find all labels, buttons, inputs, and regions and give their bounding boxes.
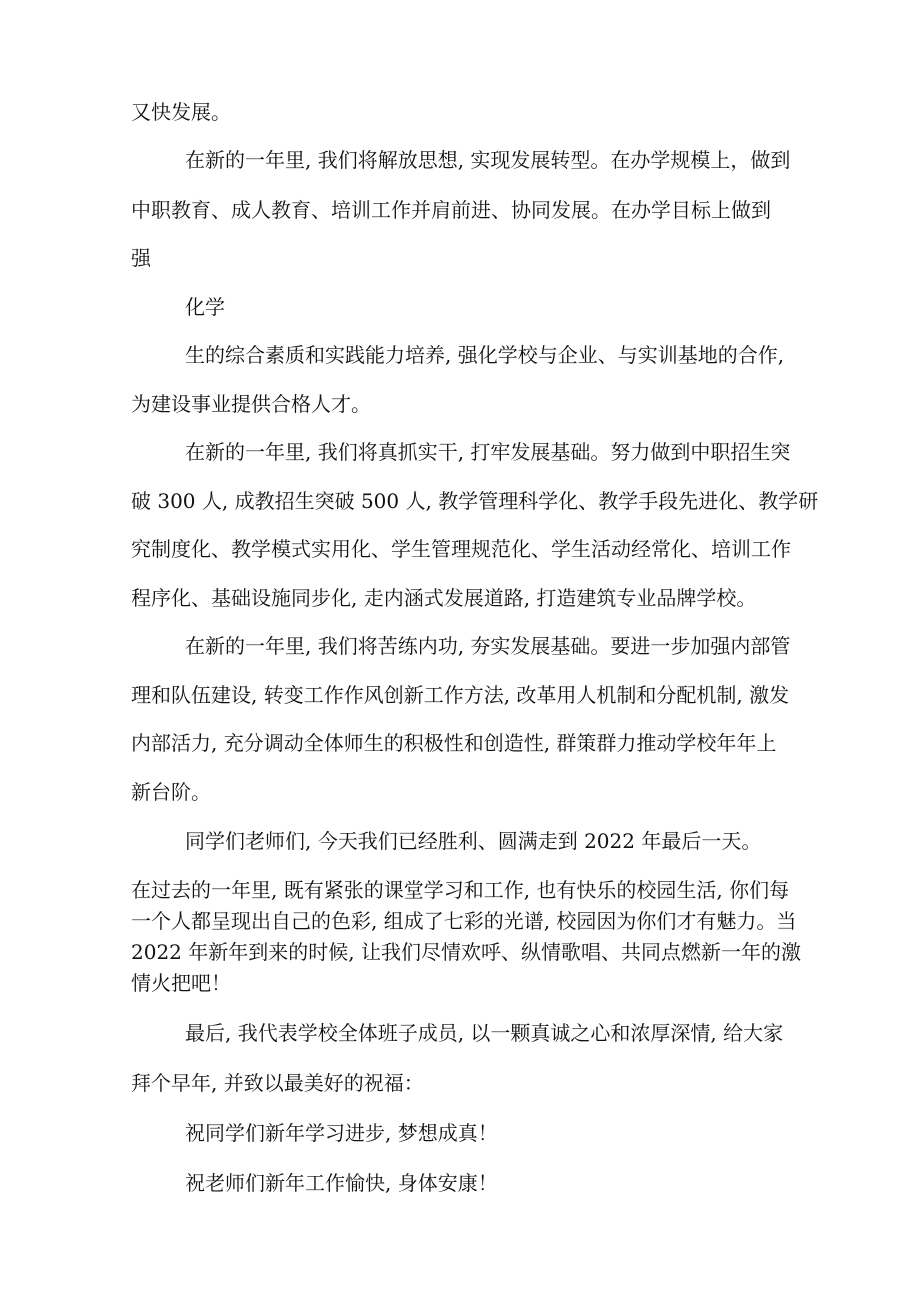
- text-line: 情火把吧！: [131, 971, 231, 995]
- paragraph-first-line: 祝同学们新年学习进步, 梦想成真！: [185, 1121, 498, 1145]
- paragraph-first-line: 化学: [185, 295, 225, 319]
- text-line: 一个人都呈现出自己的色彩, 组成了七彩的光谱, 校园因为你们才有魅力。当: [131, 909, 797, 933]
- text-line: 破 300 人, 成教招生突破 500 人, 教学管理科学化、教学手段先进化、教学研: [131, 489, 819, 513]
- paragraph-first-line: 在新的一年里, 我们将解放思想, 实现发展转型。在办学规模上，做到: [185, 148, 791, 172]
- text-line: 内部活力, 充分调动全体师生的积极性和创造性, 群策群力推动学校年年上: [131, 731, 777, 755]
- text-line: 强: [131, 246, 151, 270]
- text-line: 究制度化、教学模式实用化、学生管理规范化、学生活动经常化、培训工作: [131, 537, 791, 561]
- paragraph-first-line: 最后, 我代表学校全体班子成员, 以一颗真诚之心和浓厚深情, 给大家: [185, 1021, 784, 1045]
- text-line: 新台阶。: [131, 780, 211, 804]
- text-line: 中职教育、成人教育、培训工作并肩前进、协同发展。在办学目标上做到: [131, 198, 771, 222]
- paragraph-first-line: 祝老师们新年工作愉快, 身体安康！: [185, 1171, 498, 1195]
- text-line: 2022 年新年到来的时候, 让我们尽情欢呼、纵情歌唱、共同点燃新一年的激: [131, 940, 801, 964]
- paragraph-first-line: 生的综合素质和实践能力培养, 强化学校与企业、与实训基地的合作,: [185, 343, 785, 367]
- text-line: 为建设事业提供合格人才。: [131, 392, 371, 416]
- text-line: 程序化、基础设施同步化, 走内涵式发展道路, 打造建筑专业品牌学校。: [131, 586, 757, 610]
- text-line: 理和队伍建设, 转变工作作风创新工作方法, 改革用人机制和分配机制, 激发: [131, 683, 790, 707]
- paragraph-first-line: 在新的一年里, 我们将苦练内功, 夯实发展基础。要进一步加强内部管: [185, 634, 791, 658]
- text-line: 在过去的一年里, 既有紧张的课堂学习和工作, 也有快乐的校园生活, 你们每: [131, 878, 790, 902]
- text-line: 拜个早年, 并致以最美好的祝福：: [131, 1071, 424, 1095]
- paragraph-first-line: 同学们老师们, 今天我们已经胜利、圆满走到 2022 年最后一天。: [185, 829, 762, 853]
- paragraph-first-line: 在新的一年里, 我们将真抓实干, 打牢发展基础。努力做到中职招生突: [185, 440, 791, 464]
- text-line: 又快发展。: [131, 100, 231, 124]
